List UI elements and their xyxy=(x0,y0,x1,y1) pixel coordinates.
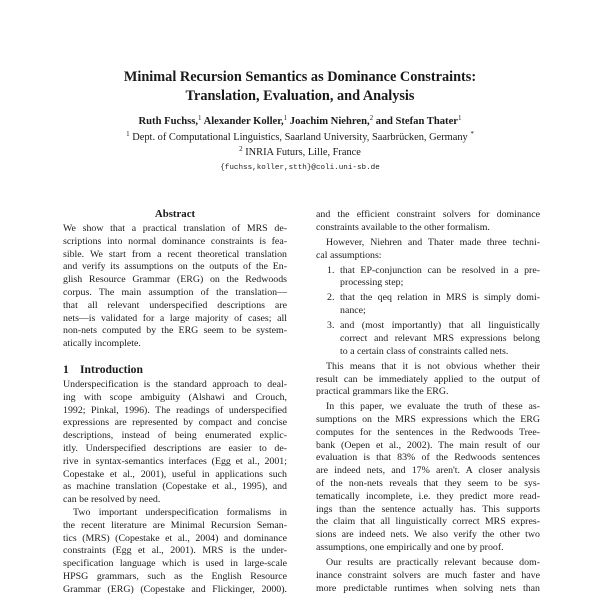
text-line: sumptions on the MRS expressions which the ERG xyxy=(316,414,540,426)
text-line: 1992; Pinkal, 1996). The readings of underspecified xyxy=(63,404,287,416)
text-line: scriptions into normal dominance constraints is fea- xyxy=(63,235,287,247)
text-line: more predictable runtimes when solving nets than xyxy=(316,582,540,594)
text-line: We show that a practical translation of MRS de- xyxy=(63,223,287,234)
list-item xyxy=(316,265,540,291)
text-line: ings than the sentence actually has. This supports xyxy=(316,503,540,515)
section-number: 1 xyxy=(63,363,69,376)
author-list xyxy=(0,115,600,129)
text-line: Grammar (ERG) (Copestake and Flickinger, 2000). xyxy=(63,583,287,595)
paper-title-line-1: Minimal Recursion Semantics as Dominance Constraints: xyxy=(123,69,477,85)
text-line: practical grammars like the ERG. xyxy=(316,386,449,398)
list-item xyxy=(316,292,540,318)
text-line: and verify its assumptions on the outputs of the En- xyxy=(63,261,287,273)
list-item-number: 2. xyxy=(327,292,335,304)
text-line: correct and relevant MRS expressions belong xyxy=(340,332,540,344)
text-line: However, Niehren and Thater made three techni- xyxy=(326,236,540,248)
text-line: are indeed nets, and 17% aren't. A closer analysis xyxy=(316,465,540,477)
list-item xyxy=(316,320,540,358)
text-line: glish Resource Grammar (ERG) on the Redwoods xyxy=(63,274,287,286)
text-line: that the qeq relation in MRS is simply domi- xyxy=(340,292,540,304)
text-line: specification language which is used in large-scale xyxy=(63,558,287,570)
author-email: {fuchss,koller,stth}@coli.uni-sb.de xyxy=(220,164,380,172)
author: and Stefan Thater$^1$ xyxy=(375,114,462,127)
paragraph xyxy=(63,507,287,597)
text-line: and the efficient constraint solvers for dominance xyxy=(316,209,540,220)
text-line: In this paper, we evaluate the truth of these as- xyxy=(326,401,540,413)
paragraph xyxy=(316,237,540,263)
introduction-heading xyxy=(63,362,143,377)
text-line: cal assumptions: xyxy=(316,249,382,261)
text-line: atically incomplete. xyxy=(63,338,141,350)
text-line: inance constraint solvers are much faster and have xyxy=(316,569,540,581)
text-line: to a certain class of constraints called nets. xyxy=(340,345,509,357)
text-line: the recent literature are Minimal Recursion Seman- xyxy=(63,519,287,531)
text-line: itly. Underspecified descriptions are easier to de- xyxy=(63,442,287,454)
text-line: corpus. The main assumption of the translation— xyxy=(63,286,287,298)
paragraph xyxy=(316,209,540,235)
text-line: evaluation is that 83% of the Redwoods sentences xyxy=(316,452,540,464)
text-line: of the non-nets reveals that they seem to be sys- xyxy=(316,478,540,490)
list-item-number: 1. xyxy=(327,264,335,276)
text-line: Our results are practically relevant because dom- xyxy=(326,557,540,569)
text-line: expressions are represented by compact and concise xyxy=(63,417,287,429)
text-line: and (most importantly) that all linguistically xyxy=(340,320,540,332)
abstract-heading: Abstract xyxy=(154,208,196,220)
text-line: Two important underspecification formalisms in xyxy=(73,506,287,518)
text-line: constraints (Egg et al., 2001). MRS is the under- xyxy=(63,545,287,557)
paragraph xyxy=(63,379,287,507)
text-line: sible. We start from a recent theoretical translation xyxy=(63,248,287,260)
text-line: result can be immediately applied to the output of xyxy=(316,373,540,385)
text-line: that all relevant underspecified descriptions are xyxy=(63,299,287,311)
author: Alexander Koller,$^1$ xyxy=(203,114,288,127)
text-line: nance; xyxy=(340,305,366,317)
introduction-body xyxy=(63,379,287,597)
paragraph xyxy=(63,223,287,351)
text-line: as machine translation (Copestake et al., 1995), and xyxy=(63,481,287,493)
abstract-body xyxy=(63,223,287,351)
right-column-body xyxy=(316,209,540,595)
text-line: non-nets computed by the ERG seem to be system- xyxy=(63,325,287,337)
section-title: Introduction xyxy=(80,363,143,376)
text-line: the claim that all linguistically correct MRS expres- xyxy=(316,516,540,528)
text-line: This means that it is not obvious whether their xyxy=(326,360,540,372)
paragraph xyxy=(316,557,540,595)
text-line: assumptions, one empirically and one by proof. xyxy=(316,542,504,554)
paragraph xyxy=(316,361,540,399)
author: Joachim Niehren,$^2$ xyxy=(289,114,374,127)
paragraph xyxy=(316,401,540,555)
text-line: processing step; xyxy=(340,277,404,289)
text-line: HPSG grammars, such as the English Resource xyxy=(63,570,287,582)
text-line: descriptions, instead of being enumerated explic- xyxy=(63,430,287,442)
text-line: rive in syntax-semantics interfaces (Egg et al., 2001; xyxy=(63,455,287,467)
affiliation-1: $^1$ Dept. of Computational Linguistics, Saarland University, Saarbrücken, Germany * xyxy=(126,130,474,143)
text-line: that EP-conjunction can be resolved in a pre- xyxy=(340,264,540,276)
text-line: sions are indeed nets. We also verify the other two xyxy=(316,529,540,541)
text-line: Underspecification is the standard approach to deal- xyxy=(63,379,287,390)
text-line: tematically incomplete, i.e. they predict more read- xyxy=(316,490,540,502)
text-line: computes for the sentences in the Redwoods Tree- xyxy=(316,426,540,438)
list-item-number: 3. xyxy=(327,320,335,332)
text-line: ing with scope ambiguity (Alshawi and Crouch, xyxy=(63,391,287,403)
text-line: nets—is validated for a large majority of cases; all xyxy=(63,312,287,324)
text-line: Copestake et al., 2001), useful in applications such xyxy=(63,468,287,480)
paper-title-line-2: Translation, Evaluation, and Analysis xyxy=(185,88,415,104)
text-line: bank (Oepen et al., 2002). The main result of our xyxy=(316,439,540,451)
text-line: can be resolved by need. xyxy=(63,494,161,506)
affiliation-2: $^2$ INRIA Futurs, Lille, France xyxy=(239,145,361,158)
text-line: constraints available to the other formalism. xyxy=(316,221,490,233)
text-line: tics (MRS) (Copestake et al., 2004) and dominance xyxy=(63,532,287,544)
author: Ruth Fuchss,$^1$ xyxy=(138,114,202,127)
